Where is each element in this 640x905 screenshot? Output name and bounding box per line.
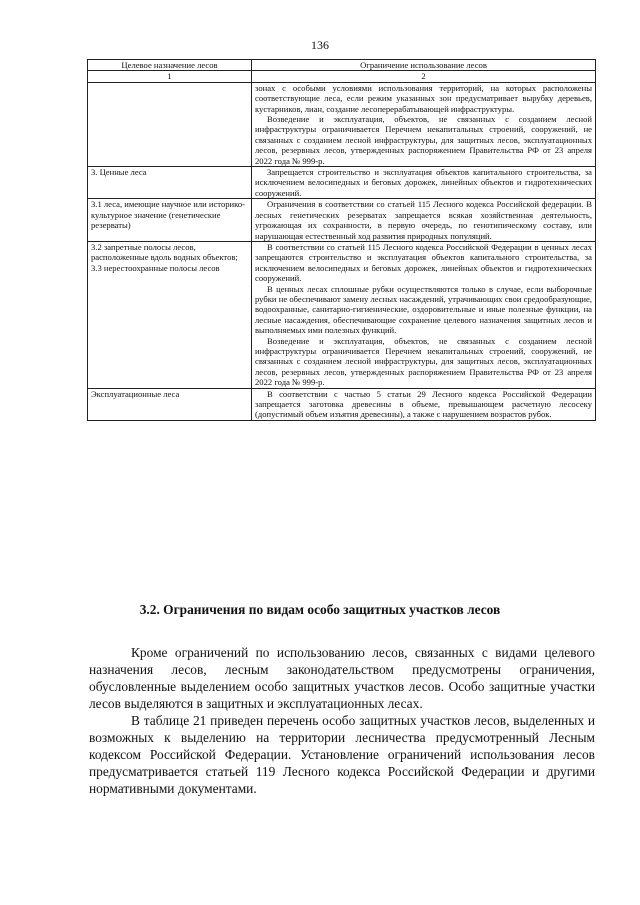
restriction-text: Запрещается строительство и эксплуатация объектов капитального строительства, за исключением велосипедных и беговых дорожек, линейных объектов и гидротехнических сооружений. <box>255 167 592 198</box>
restriction-cell <box>252 167 596 199</box>
forest-restrictions-table <box>87 59 596 421</box>
purpose-text: 3. Ценные леса <box>91 167 147 178</box>
column-number-2: 2 <box>252 71 596 82</box>
table-row <box>88 199 596 242</box>
purpose-cell <box>88 167 252 199</box>
restriction-text: Ограничения в соответствии со статьей 115 Лесного кодекса Российской федерации. В лесных генетических резерватах запрещается всякая хозяйственная деятельность, угрожающая их сохранности, в первую очередь, по генотипическому составу, или нарушающая естественный ход развития природных популяций. <box>255 199 592 241</box>
column-number-row <box>88 71 596 82</box>
restriction-text: Возведение и эксплуатация, объектов, не связанных с созданием лесной инфраструктуры ограничивается Перечнем некапитальных строений, сооружений, не связанных с созданием лесной инфраструктуры, для защитных лесов, эксплуатационных лесов, резервных лесов, утвержденных распоряжением Правительства РФ от 23 апреля 2022 года № 999-р. <box>255 114 592 166</box>
restriction-cell <box>252 388 596 420</box>
restriction-text: В соответствии со статьей 115 Лесного кодекса Российской Федерации в ценных лесах запрещаются строительство и эксплуатация объектов капитального строительства, за исключением велосипедных и беговых дорожек, линейных объектов и гидротехнических сооружений. <box>255 241 592 284</box>
restriction-text: зонах с особыми условиями использования территорий, на которых расположены соответствующие леса, если режим указанных зон предусматривает вырубку деревьев, кустарников, лиан, создание лесоперерабатывающей инфраструктуры. <box>255 82 592 114</box>
restriction-text: В соответствии с частью 5 статьи 29 Лесного кодекса Российской Федерации запрещается заготовка древесины в объеме, превышающем расчетную лесосеку (допустимый объем изъятия древесины), а также с нарушением возрастов рубок. <box>255 388 592 420</box>
purpose-cell <box>88 199 252 242</box>
restriction-text: Возведение и эксплуатация, объектов, не связанных с созданием лесной инфраструктуры ограничивается Перечнем некапитальных строений, сооружений, не связанных с созданием лесной инфраструктуры, для защитных лесов, эксплуатационных лесов, резервных лесов, утвержденных распоряжением Правительства РФ от 23 апреля 2022 года № 999-р. <box>255 335 592 388</box>
restriction-text: В ценных лесах сплошные рубки осуществляются только в случае, если выборочные рубки не обеспечивают замену лесных насаждений, утрачивающих свои средообразующие, водоохранные, санитарно-гигиенические, оздоровительные и иные полезные функции, на лесные насаждения, обеспечивающие сохранение целевого назначения защитных лесов и выполняемых ими полезных функций. <box>255 283 592 336</box>
purpose-text: 3.2 запретные полосы лесов, расположенные вдоль водных объектов; <box>91 241 238 263</box>
restriction-cell <box>252 82 596 166</box>
section-heading: 3.2. Ограничения по видам особо защитных участков лесов <box>139 602 501 617</box>
page-number: 136 <box>311 38 329 52</box>
table-row <box>88 241 596 388</box>
table-body <box>88 82 596 420</box>
table-row <box>88 388 596 420</box>
purpose-text: 3.1 леса, имеющие научное или историко-культурное значение (генетические резерваты) <box>91 199 246 231</box>
column-header-restriction: Ограничение использование лесов <box>252 60 596 71</box>
purpose-text: Эксплуатационные леса <box>91 388 180 399</box>
column-header-purpose: Целевое назначение лесов <box>88 60 252 71</box>
purpose-cell <box>88 241 252 388</box>
restriction-cell <box>252 199 596 242</box>
body-paragraph: В таблице 21 приведен перечень особо защитных участков лесов, выделенных и возможных к выделению на территории лесничества предусмотренный Лесным кодексом Российской Федерации. Установление ограничений использования лесов предусматривается статьей 119 Лесного кодекса Российской Федерации и другими нормативными документами. <box>89 713 595 796</box>
restriction-cell <box>252 241 596 388</box>
purpose-text: 3.3 нерестоохранные полосы лесов <box>91 262 220 273</box>
purpose-cell <box>88 82 252 166</box>
table-row <box>88 82 596 166</box>
body-paragraph: Кроме ограничений по использованию лесов, связанных с видами целевого назначения лесов, лесным законодательством предусмотрены ограничения, обусловленные выделением особо защитных участков лесов. Особо защитные участки лесов выделяются в защитных и эксплуатационных лесах. <box>89 645 595 711</box>
table-row <box>88 167 596 199</box>
table-header-row <box>88 60 596 71</box>
purpose-cell <box>88 388 252 420</box>
column-number-1: 1 <box>88 71 252 82</box>
section-body <box>89 644 595 797</box>
